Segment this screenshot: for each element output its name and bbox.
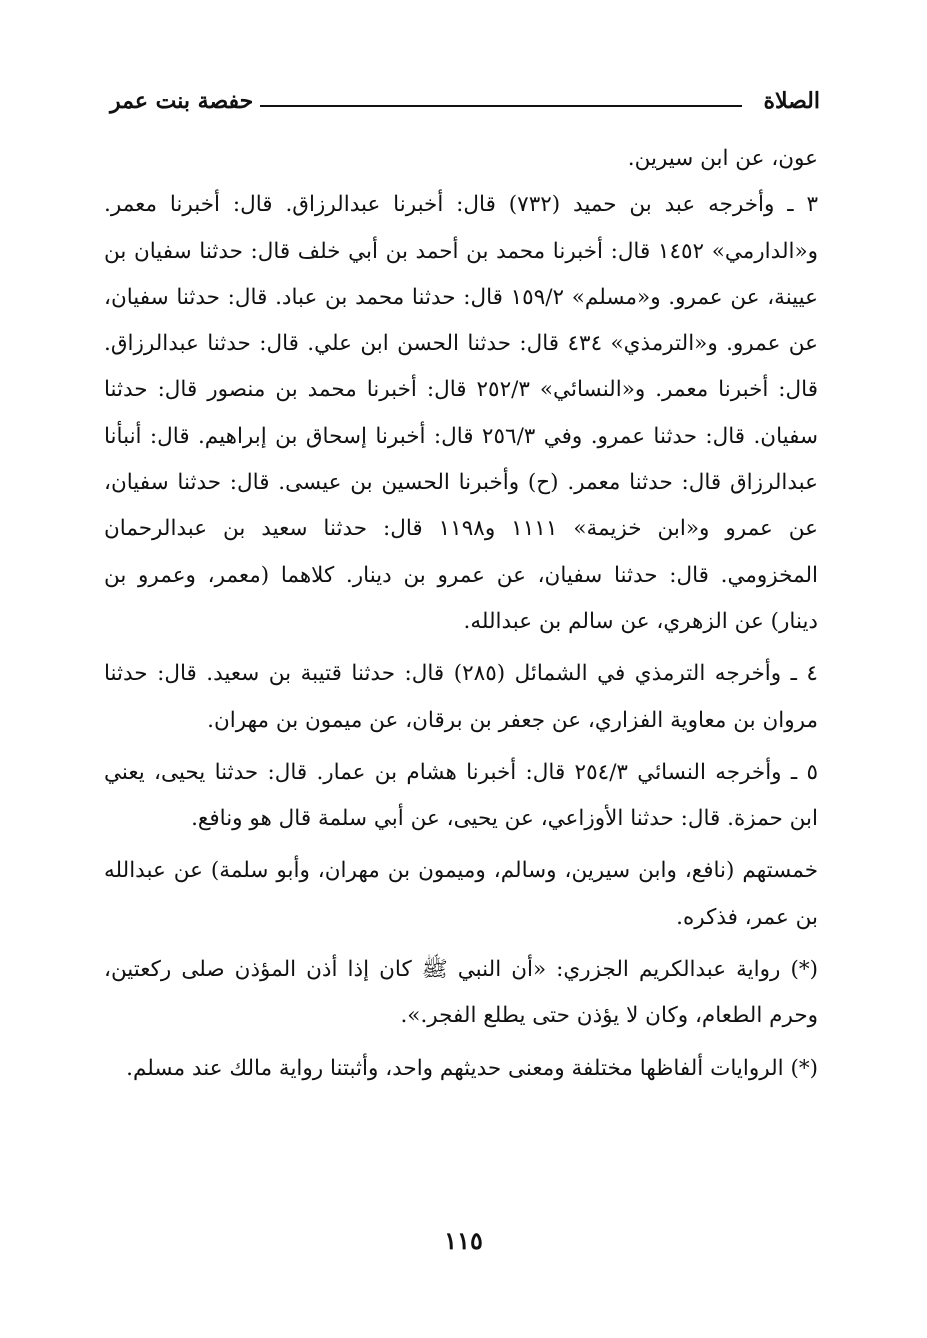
header-section-title: الصلاة xyxy=(763,88,820,114)
paragraph-note-1: (*) رواية عبدالكريم الجزري: «أن النبي ﷺ كان إذا أذن المؤذن صلى ركعتين، وحرم الطعام، وكان لا يؤذن حتى يطلع الفجر.». xyxy=(104,957,818,1029)
page-number: ١١٥ xyxy=(444,1226,483,1255)
header-rule xyxy=(260,105,742,107)
paragraph-item-5: ٥ ـ وأخرجه النسائي ٢٥٤/٣ قال: أخبرنا هشام بن عمار. قال: حدثنا يحيى، يعني ابن حمزة. قال: حدثنا الأوزاعي، عن يحيى، عن أبي سلمة قال هو ونافع. xyxy=(104,759,819,832)
body-text xyxy=(104,136,818,1092)
paragraph-item-3: ٣ ـ وأخرجه عبد بن حميد (٧٣٢) قال: أخبرنا عبدالرزاق. قال: أخبرنا معمر. و«الدارمي» ١٤٥٢ قال: أخبرنا محمد بن أحمد بن أبي خلف قال: حدثنا سفيان بن عيينة، عن عمرو. و«مسلم» ١٥٩/٢ قال: حدثنا محمد بن عباد. قال: حدثنا سفيان، عن عمرو. و«الترمذي» ٤٣٤ قال: حدثنا الحسن ابن علي. قال: حدثنا عبدالرزاق. قال: أخبرنا معمر. و«النسائي» ٢٥٢/٣ قال: أخبرنا محمد بن منصور قال: حدثنا سفيان. قال: حدثنا عمرو. وفي ٢٥٦/٣ قال: أخبرنا إسحاق بن إبراهيم. قال: أنبأنا عبدالرزاق قال: حدثنا معمر. (ح) وأخبرنا الحسين بن عيسى. قال: حدثنا سفيان، عن عمرو و«ابن خزيمة» ١١١١ و١١٩٨ قال: حدثنا سعيد بن عبدالرحمان المخزومي. قال: حدثنا سفيان، عن عمرو بن دينار. كلاهما (معمر، وعمرو بن دينار) عن الزهري، عن سالم بن عبدالله. xyxy=(104,192,819,634)
paragraph-summary: خمستهم (نافع، وابن سيرين، وسالم، وميمون بن مهران، وأبو سلمة) عن عبدالله بن عمر، فذكره. xyxy=(104,858,818,930)
paragraph-continuation: عون، عن ابن سيرين. xyxy=(627,146,818,171)
header-book-title: حفصة بنت عمر xyxy=(110,88,254,114)
paragraph-item-4: ٤ ـ وأخرجه الترمذي في الشمائل (٢٨٥) قال: حدثنا قتيبة بن سعيد. قال: حدثنا مروان بن معاوية الفزاري، عن جعفر بن برقان، عن ميمون بن مهران. xyxy=(104,661,818,733)
running-header xyxy=(110,84,820,118)
paragraph-note-2: (*) الروايات ألفاظها مختلفة ومعنى حديثهم واحد، وأثبتنا رواية مالك عند مسلم. xyxy=(126,1055,818,1081)
